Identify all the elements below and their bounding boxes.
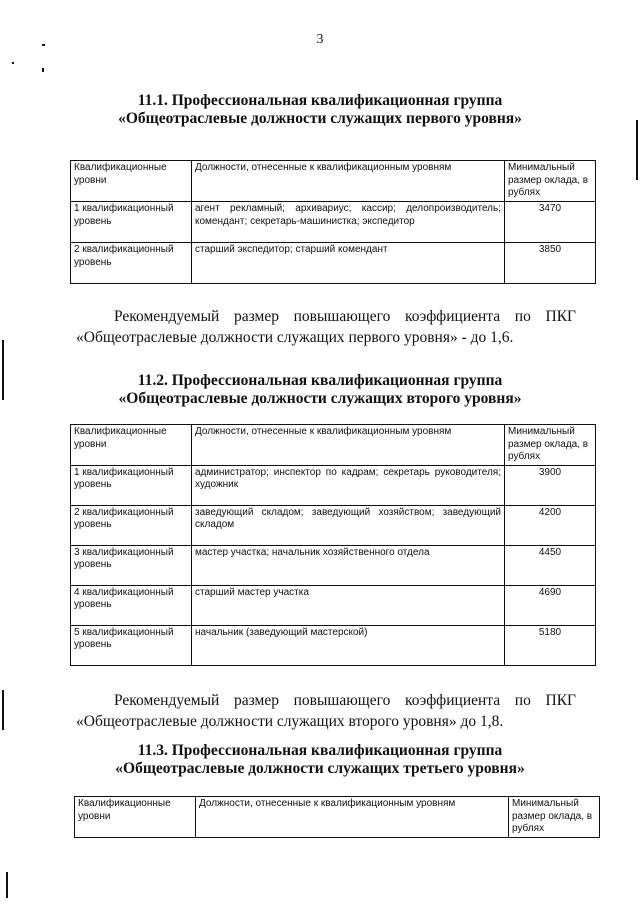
header-salary: Минимальный размер оклада, в рублях: [509, 797, 600, 838]
table-row: [71, 545, 596, 585]
table-row: [71, 202, 596, 243]
row-positions: начальник (заведующий мастерской): [192, 625, 505, 665]
row-positions: старший мастер участка: [192, 585, 505, 625]
section-2-heading-line2: «Общеотраслевые должности служащих второго уровня»: [118, 390, 522, 407]
row-salary: 3850: [505, 243, 596, 284]
header-positions: Должности, отнесенные к квалификационным уровням: [192, 425, 505, 466]
row-salary: 5180: [505, 625, 596, 665]
row-level: 2 квалификационный уровень: [71, 243, 192, 284]
section-1-heading-line2: «Общеотраслевые должности служащих первого уровня»: [118, 110, 522, 127]
row-positions: старший экспедитор; старший комендант: [192, 243, 505, 284]
scan-mark: [6, 872, 8, 898]
header-level: Квалификационные уровни: [71, 425, 192, 466]
row-positions: агент рекламный; архивариус; кассир; делопроизводитель; комендант; секретарь-машинистка; экспедитор: [192, 202, 505, 243]
row-positions: администратор; инспектор по кадрам; секретарь руководителя; художник: [192, 465, 505, 505]
section-1-heading-line1: 11.1. Профессиональная квалификационная группа: [137, 92, 503, 109]
table-row: [71, 465, 596, 505]
row-level: 2 квалификационный уровень: [71, 505, 192, 545]
section-2-table: [70, 424, 596, 666]
page-number: 3: [316, 32, 324, 47]
header-positions: Должности, отнесенные к квалификационным уровням: [196, 797, 509, 838]
table-row: [71, 243, 596, 284]
row-level: 1 квалификационный уровень: [71, 202, 192, 243]
row-positions: мастер участка; начальник хозяйственного отдела: [192, 545, 505, 585]
table-row: [71, 505, 596, 545]
section-1-heading: [0, 92, 640, 128]
row-salary: 4450: [505, 545, 596, 585]
row-level: 4 квалификационный уровень: [71, 585, 192, 625]
table-row: [71, 625, 596, 665]
scan-mark: [42, 68, 44, 72]
section-1-table: [70, 160, 596, 284]
scan-mark: [12, 62, 14, 64]
section-2-heading: [0, 372, 640, 408]
row-level: 1 квалификационный уровень: [71, 465, 192, 505]
section-2-heading-line1: 11.2. Профессиональная квалификационная группа: [137, 372, 503, 389]
section-1-note: [76, 306, 576, 348]
row-level: 5 квалификационный уровень: [71, 625, 192, 665]
table-header-row: [75, 797, 600, 838]
scan-mark: [636, 120, 638, 180]
section-3-heading: [0, 742, 640, 778]
row-salary: 4690: [505, 585, 596, 625]
header-salary: Минимальный размер оклада, в рублях: [505, 425, 596, 466]
row-salary: 4200: [505, 505, 596, 545]
header-level: Квалификационные уровни: [71, 161, 192, 202]
scan-mark: [2, 690, 4, 730]
section-2-note-text: Рекомендуемый размер повышающего коэффициента по ПКГ «Общеотраслевые должности служащих второго уровня» до 1,8.: [76, 692, 576, 730]
row-level: 3 квалификационный уровень: [71, 545, 192, 585]
section-3-table: [74, 796, 600, 838]
section-3-heading-line2: «Общеотраслевые должности служащих третьего уровня»: [115, 760, 525, 777]
header-positions: Должности, отнесенные к квалификационным уровням: [192, 161, 505, 202]
section-1-note-text: Рекомендуемый размер повышающего коэффициента по ПКГ «Общеотраслевые должности служащих первого уровня» - до 1,6.: [76, 308, 576, 346]
section-3-heading-line1: 11.3. Профессиональная квалификационная группа: [137, 742, 503, 759]
row-salary: 3900: [505, 465, 596, 505]
row-positions: заведующий складом; заведующий хозяйством; заведующий складом: [192, 505, 505, 545]
header-salary: Минимальный размер оклада, в рублях: [505, 161, 596, 202]
section-2-note: [76, 690, 576, 732]
table-header-row: [71, 161, 596, 202]
header-level: Квалификационные уровни: [75, 797, 196, 838]
row-salary: 3470: [505, 202, 596, 243]
table-row: [71, 585, 596, 625]
table-header-row: [71, 425, 596, 466]
